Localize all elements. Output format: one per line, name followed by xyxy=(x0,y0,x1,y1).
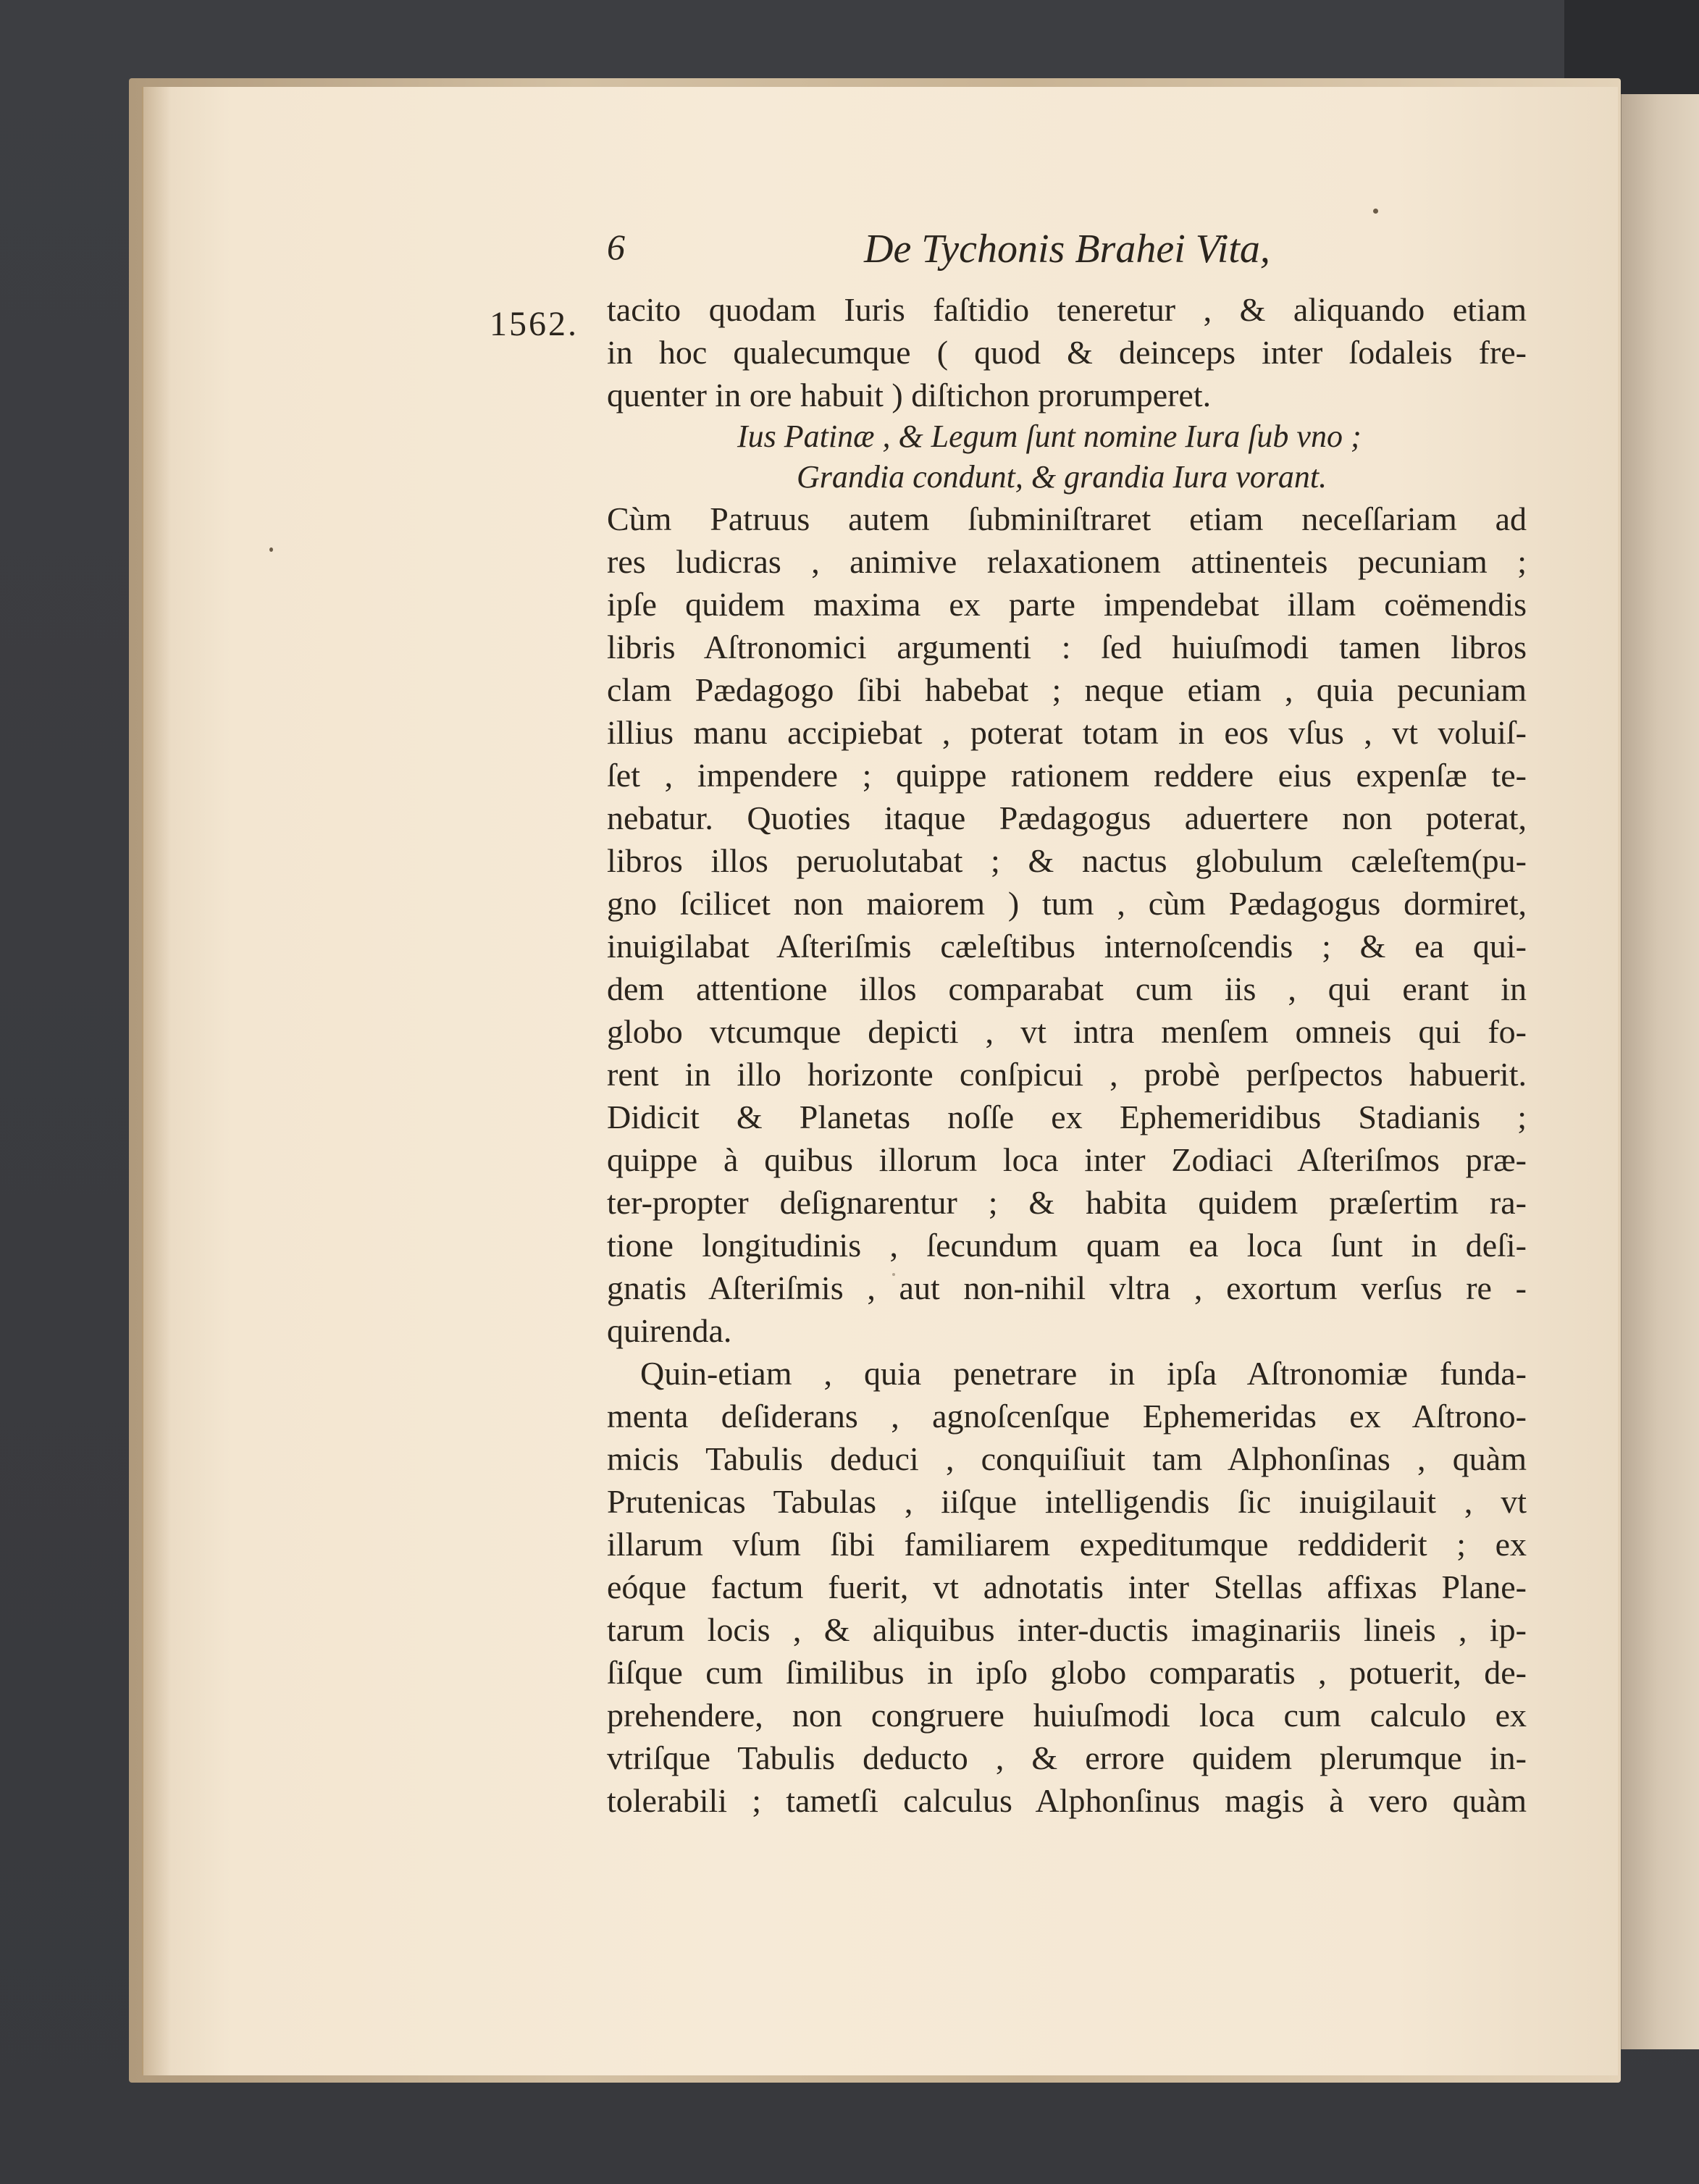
text-line: dem attentione illos comparabat cum iis , qui erant in xyxy=(607,970,1527,1007)
running-head xyxy=(607,226,1548,284)
paper-speck xyxy=(1373,209,1378,214)
text-line: micis Tabulis deduci , conquiſiuit tam Alphonſinas , quàm xyxy=(607,1440,1527,1477)
text-line: rent in illo horizonte conſpicui , probè perſpectos habuerit. xyxy=(607,1056,1527,1093)
text-line: nebatur. Quoties itaque Pædagogus aduertere non poterat, xyxy=(607,799,1527,836)
text-line: ſet , impendere ; quippe rationem reddere eius expenſæ te- xyxy=(607,757,1527,794)
text-line: gnatis Aſteriſmis , aut non-nihil vltra , exortum verſus re - xyxy=(607,1269,1527,1306)
facing-page-edge xyxy=(1619,94,1699,2049)
text-line: tarum locis , & aliquibus inter-ductis imaginariis lineis , ip- xyxy=(607,1611,1527,1648)
text-line: quippe à quibus illorum loca inter Zodiaci Aſteriſmos præ- xyxy=(607,1141,1527,1178)
text-line: prehendere, non congruere huiuſmodi loca cum calculo ex xyxy=(607,1697,1527,1734)
text-line: eóque factum fuerit, vt adnotatis inter Stellas affixas Plane- xyxy=(607,1568,1527,1605)
text-line: vtriſque Tabulis deducto , & errore quidem plerumque in- xyxy=(607,1739,1527,1776)
margin-year: 1562. xyxy=(490,305,579,343)
text-line: illius manu accipiebat , poterat totam in eos vſus , vt voluiſ- xyxy=(607,714,1527,751)
text-line: libris Aſtronomici argumenti : ſed huiuſmodi tamen libros xyxy=(607,629,1527,665)
text-line: tolerabili ; tametſi calculus Alphonſinus magis à vero quàm xyxy=(607,1782,1527,1819)
text-line: inuigilabat Aſteriſmis cæleſtibus internoſcendis ; & ea qui- xyxy=(607,928,1527,965)
text-line: in hoc qualecumque ( quod & deinceps inter ſodaleis fre- xyxy=(607,334,1527,371)
text-line: clam Pædagogo ſibi habebat ; neque etiam , quia pecuniam xyxy=(607,671,1527,708)
text-line: ipſe quidem maxima ex parte impendebat illam coëmendis xyxy=(607,586,1527,623)
running-title: De Tychonis Brahei Vita, xyxy=(864,227,1270,272)
text-line: Prutenicas Tabulas , iiſque intelligendis ſic inuigilauit , vt xyxy=(607,1483,1527,1520)
text-line: illarum vſum ſibi familiarem expeditumque reddiderit ; ex xyxy=(607,1526,1527,1563)
text-line: Didicit & Planetas noſſe ex Ephemeridibus Stadianis ; xyxy=(607,1099,1527,1135)
verse-line: Grandia condunt, & grandia Iura vorant. xyxy=(797,459,1327,495)
text-line: quirenda. xyxy=(607,1312,732,1349)
text-line: ſiſque cum ſimilibus in ipſo globo comparatis , potuerit, de- xyxy=(607,1654,1527,1691)
text-line: tione longitudinis , ſecundum quam ea loca ſunt in deſi- xyxy=(607,1227,1527,1264)
text-line: Cùm Patruus autem ſubminiſtraret etiam neceſſariam ad xyxy=(607,500,1527,537)
text-line: ter-propter deſignarentur ; & habita quidem præſertim ra- xyxy=(607,1184,1527,1221)
page-number: 6 xyxy=(607,227,625,267)
text-line: res ludicras , animive relaxationem attinenteis pecuniam ; xyxy=(607,543,1527,580)
text-line: libros illos peruolutabat ; & nactus globulum cæleſtem(pu- xyxy=(607,842,1527,879)
text-line: gno ſcilicet non maiorem ) tum , cùm Pædagogus dormiret, xyxy=(607,885,1527,922)
text-line: Quin-etiam , quia penetrare in ipſa Aſtronomiæ funda- xyxy=(640,1355,1527,1392)
text-line: menta deſiderans , agnoſcenſque Ephemeridas ex Aſtrono- xyxy=(607,1398,1527,1435)
text-line: tacito quodam Iuris faſtidio teneretur , & aliquando etiam xyxy=(607,291,1527,328)
verse-line: Ius Patinæ , & Legum ſunt nomine Iura ſub vno ; xyxy=(737,419,1362,454)
text-line: globo vtcumque depicti , vt intra menſem omneis qui fo- xyxy=(607,1013,1527,1050)
paper-speck xyxy=(269,547,273,552)
text-line: quenter in ore habuit ) diſtichon prorumperet. xyxy=(607,377,1212,413)
main-text xyxy=(607,288,1527,1822)
gutter-shadow xyxy=(142,87,171,2075)
